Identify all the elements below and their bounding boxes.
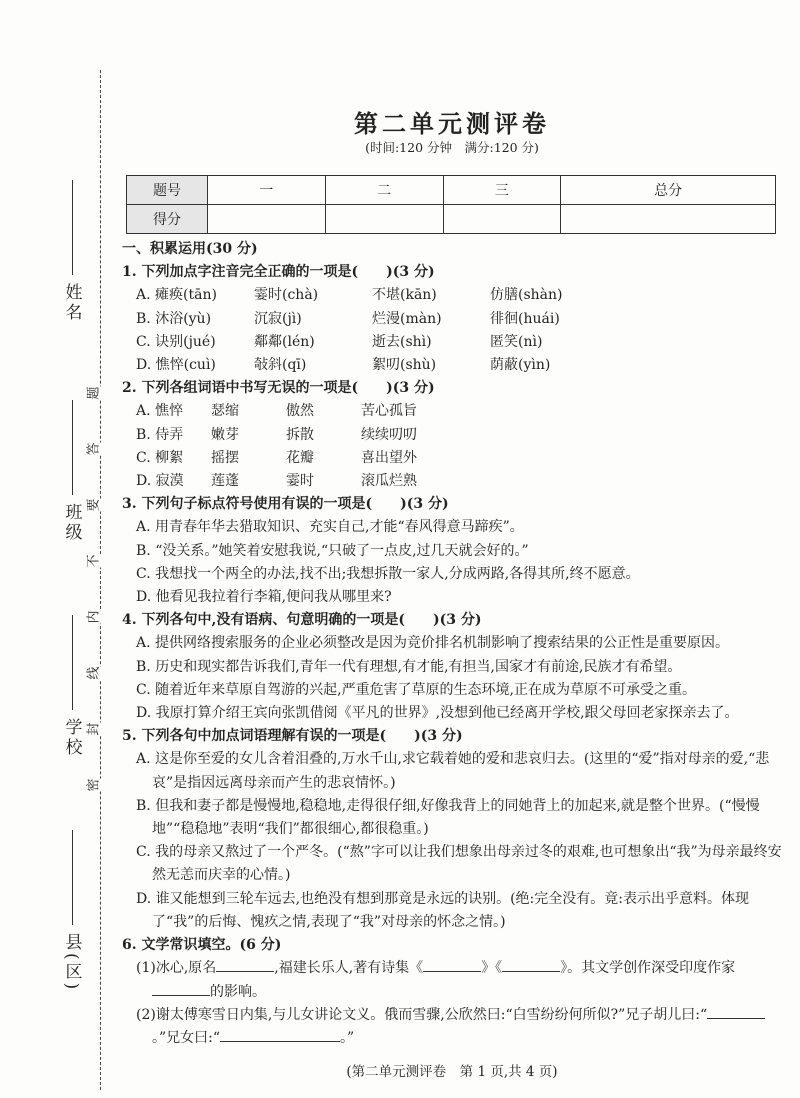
column-header: 总分: [561, 176, 776, 205]
option: B. 沐浴(yù): [136, 310, 212, 327]
answer-blank[interactable]: [423, 957, 481, 972]
page-title: 第二单元测评卷: [354, 109, 550, 138]
score-cell[interactable]: [561, 205, 776, 234]
class-underline: [72, 400, 73, 495]
seal-char: 不: [82, 554, 118, 567]
option: 喜出望外: [361, 449, 417, 466]
name-underline: [72, 180, 73, 275]
option: 花瓣: [286, 449, 314, 466]
fill-text: 》《: [481, 960, 503, 977]
option: A. 憔悴: [136, 403, 184, 420]
question-stem: 4. 下列各句中,没有语病、句意明确的一项是( )(3 分): [122, 612, 482, 629]
question-stem: 6. 文学常识填空。(6 分): [122, 937, 282, 954]
option: 荫蔽(yìn): [490, 357, 551, 374]
option: D. 谁又能想到三轮车远去,也绝没有想到那竟是永远的诀别。(绝:完全没有。竟:表示出乎意料。体现了“我”的后悔、愧疚之情,表现了“我”对母亲的怀念之情。): [136, 890, 749, 930]
option: A. 用青春年华去猎取知识、充实自己,才能“春风得意马蹄疾”。: [136, 519, 524, 536]
option: A. 这是你至爱的女儿含着泪叠的,万水千山,求它载着她的爱和悲哀归去。(这里的“爱”指对母亲的爱,“悲哀”是指因远离母亲而产生的悲哀情怀。): [136, 751, 770, 791]
fill-text: 。”兄女曰:“: [152, 1029, 221, 1046]
question-4: [122, 609, 782, 725]
fill-text: (1)冰心,原名: [136, 960, 217, 977]
school-underline: [72, 615, 73, 710]
fill-text: ,福建长乐人,著有诗集《: [274, 960, 424, 977]
question-2: [122, 377, 782, 493]
school-field[interactable]: [52, 615, 92, 758]
score-table-score-row: [127, 205, 776, 234]
class-label: 班级: [61, 503, 82, 543]
option: C. 随着近年来草原自驾游的兴起,严重危害了草原的生态环境,正在成为草原不可承受之重。: [136, 681, 697, 698]
column-header: 三: [443, 176, 561, 205]
answer-blank[interactable]: [220, 1027, 340, 1042]
option: 逝去(shì): [372, 333, 432, 350]
option: C. 我的母亲又熬过了一个严冬。(“熬”字可以让我们想象出母亲过冬的艰难,也可想象出“我”为母亲最终安然无恙而庆幸的心情。): [136, 844, 782, 884]
option: D. 寂漠: [136, 473, 184, 490]
option-row: [122, 470, 436, 493]
seal-char: 密: [82, 778, 118, 791]
option-row: [122, 284, 782, 307]
option: A. 提供网络搜索服务的企业必须整改是因为竞价排名机制影响了搜索结果的公正性是重要原因。: [136, 635, 730, 652]
score-cell[interactable]: [325, 205, 443, 234]
question-1: [122, 261, 782, 377]
option: 鄰鄰(lén): [254, 333, 315, 350]
seal-char: 答: [82, 442, 118, 455]
score-table-header-row: [127, 176, 776, 205]
fill-text: 的影响。: [210, 983, 266, 1000]
seal-char: 题: [82, 386, 118, 399]
option: 苦心孤旨: [361, 403, 417, 420]
option: 瑟缩: [211, 403, 239, 420]
option: 拆散: [286, 426, 314, 443]
option: 不堪(kān): [372, 287, 437, 304]
option: A. 瘫痪(tān): [136, 287, 217, 304]
option: 徘徊(huái): [490, 310, 560, 327]
option-row: [122, 400, 436, 423]
option: 嫩芽: [211, 426, 239, 443]
fill-text: 。”: [340, 1029, 355, 1046]
question-6: [122, 934, 782, 1050]
section-heading: 一、积累运用(30 分): [122, 241, 258, 257]
name-field[interactable]: [52, 180, 92, 323]
option: C. 柳絮: [136, 449, 184, 466]
question-3: [122, 493, 782, 609]
seal-char: 内: [82, 610, 118, 623]
county-field[interactable]: [52, 830, 92, 992]
seal-char: 要: [82, 498, 118, 511]
option: C. 我想找一个两全的办法,找不出;我想拆散一家人,分成两路,各得其所,终不愿意。: [136, 565, 640, 582]
option-row: [122, 447, 436, 470]
option: B. “没关系。”她笑着安慰我说,“只破了一点皮,过几天就会好的。”: [136, 542, 529, 559]
score-cell[interactable]: [443, 205, 561, 234]
fill-item-1: [122, 957, 782, 1003]
option: D. 他看见我拉着行李箱,便问我从哪里来?: [136, 589, 392, 606]
option: C. 诀别(jué): [136, 333, 216, 350]
score-header: 得分: [127, 205, 208, 234]
option: 烂漫(màn): [372, 310, 442, 327]
option: 匿笑(nì): [490, 333, 543, 350]
option: 滚瓜烂熟: [361, 473, 417, 490]
question-stem: 1. 下列加点字注音完全正确的一项是( )(3 分): [122, 264, 435, 281]
option: 摇摆: [211, 449, 239, 466]
option: B. 但我和妻子都是慢慢地,稳稳地,走得很仔细,好像我背上的同她背上的加起来,就是整个世界。(“慢慢地”“稳稳地”表明“我们”都很细心,都很稳重。): [136, 797, 760, 838]
option: 沉寂(jì): [254, 310, 302, 327]
option-row: [122, 354, 782, 377]
question-stem: 2. 下列各组词语中书写无误的一项是( )(3 分): [122, 380, 435, 397]
option: D. 憔悴(cuì): [136, 357, 216, 374]
answer-blank[interactable]: [152, 981, 210, 996]
option: 敧斜(qī): [254, 357, 307, 374]
answer-blank[interactable]: [707, 1004, 765, 1019]
class-field[interactable]: [52, 400, 92, 543]
page-footer: (第二单元测评卷 第 1 页,共 4 页): [346, 1064, 558, 1080]
question-number-header: 题号: [127, 176, 208, 205]
option-row: [122, 424, 436, 447]
option-row: [122, 331, 782, 354]
school-label: 学校: [61, 718, 82, 758]
answer-blank[interactable]: [216, 957, 274, 972]
score-cell[interactable]: [208, 205, 326, 234]
county-label: 县(区): [61, 933, 82, 993]
name-label: 姓名: [61, 283, 82, 323]
option: 莲蓬: [211, 473, 239, 490]
answer-blank[interactable]: [502, 957, 560, 972]
question-stem: 3. 下列句子标点符号使用有误的一项是( )(3 分): [122, 496, 449, 513]
column-header: 一: [208, 176, 326, 205]
option: 霎时: [286, 473, 314, 490]
score-table: [126, 175, 776, 234]
column-header: 二: [325, 176, 443, 205]
question-5: [122, 725, 782, 934]
option: 霎时(chà): [254, 287, 319, 304]
option: B. 侍弄: [136, 426, 184, 443]
fill-text: 》。其文学创作深受印度作家: [560, 960, 736, 977]
option: 仿膳(shàn): [490, 287, 563, 304]
seal-characters: [87, 375, 113, 803]
option: 絮叨(shù): [372, 357, 437, 374]
questions: [122, 238, 782, 1050]
option: D. 我原打算介绍王宾向张凯借阅《平凡的世界》,没想到他已经离开学校,跟父母回老家探亲去了。: [136, 705, 739, 722]
binding-margin: [0, 0, 118, 1098]
option-row: [122, 308, 782, 331]
fill-text: (2)谢太傅寒雪日内集,与儿女讲论文义。俄而雪骤,公欣然曰:“白雪纷纷何所似?”兄子胡儿曰:“: [136, 1006, 708, 1023]
page-subtitle: (时间:120 分钟 满分:120 分): [365, 140, 539, 155]
option: 傲然: [286, 403, 314, 420]
seal-char: 封: [82, 722, 118, 735]
option: B. 历史和现实都告诉我们,青年一代有理想,有才能,有担当,国家才有前途,民族才有希望。: [136, 658, 682, 675]
county-underline: [72, 830, 73, 925]
option: 续续叨叨: [361, 426, 417, 443]
question-stem: 5. 下列各句中加点词语理解有误的一项是( )(3 分): [122, 728, 463, 745]
seal-char: 线: [82, 666, 118, 679]
fill-item-2: [122, 1004, 782, 1050]
